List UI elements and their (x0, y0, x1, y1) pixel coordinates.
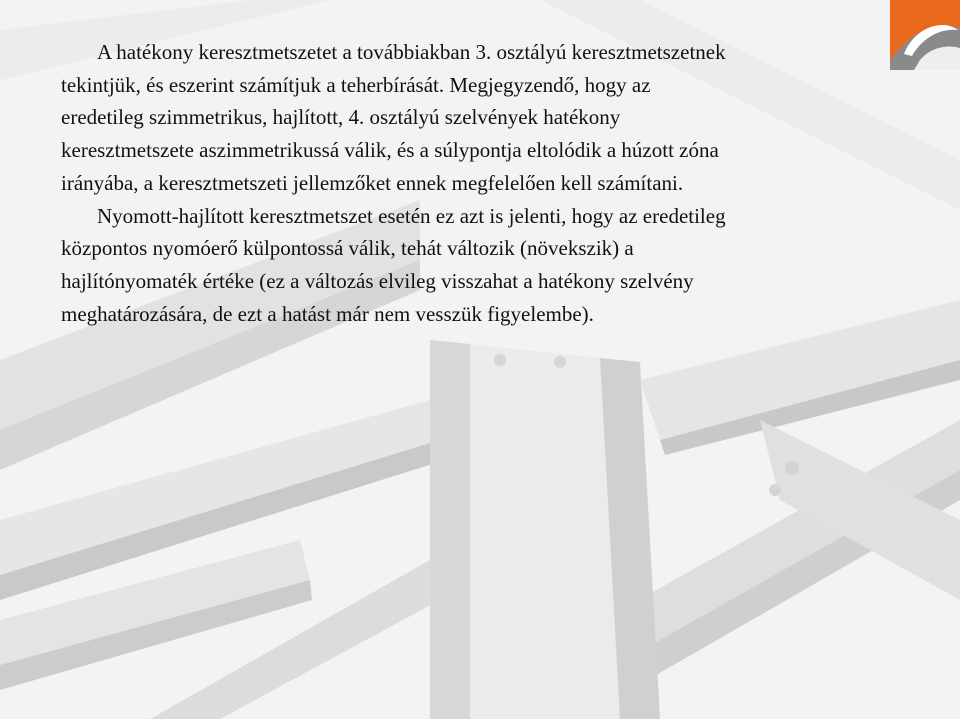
text-line: hajlítónyomaték értéke (ez a változás elvileg visszahat a hatékony szelvény (61, 268, 694, 293)
text-line: eredetileg szimmetrikus, hajlított, 4. osztályú szelvények hatékony (61, 105, 621, 130)
text-line: A hatékony keresztmetszetet a továbbiakban 3. osztályú keresztmetszetnek (97, 40, 726, 64)
text-line: irányába, a keresztmetszeti jellemzőket ennek megfelelően kell számítani. (61, 170, 684, 195)
paragraph-1 (61, 36, 901, 200)
text-line: meghatározására, de ezt a hatást már nem vesszük figyelembe). (61, 301, 594, 326)
text-line: tekintjük, és eszerint számítjuk a teherbírását. Megjegyzendő, hogy az (61, 72, 651, 97)
slide-text (61, 36, 901, 330)
text-line: központos nyomóerő külpontossá válik, tehát változik (növekszik) a (61, 236, 634, 261)
text-line: keresztmetszete aszimmetrikussá válik, és a súlypontja eltolódik a húzott zóna (61, 138, 719, 163)
text-line: Nyomott-hajlított keresztmetszet esetén ez azt is jelenti, hogy az eredetileg (97, 203, 726, 228)
paragraph-2 (61, 200, 901, 331)
